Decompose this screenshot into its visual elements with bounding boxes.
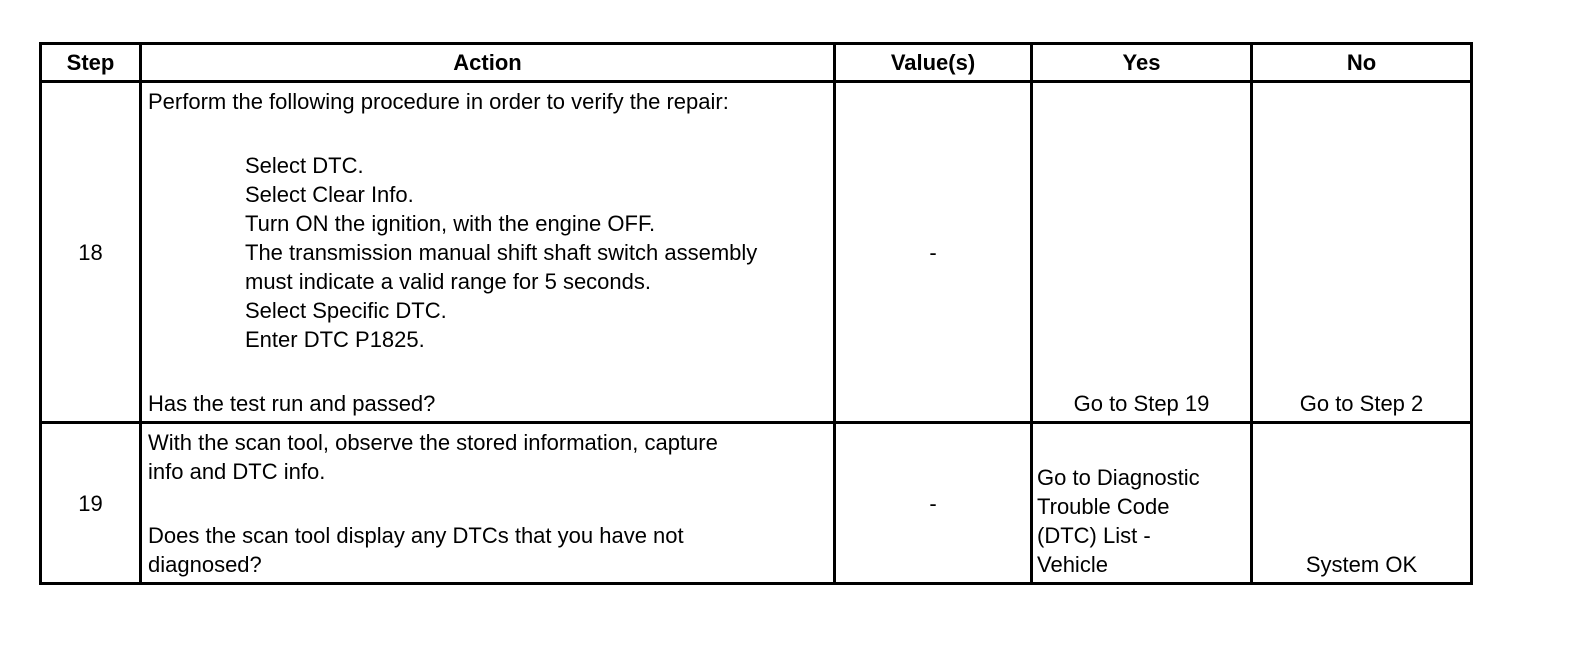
- procedure-list: [245, 151, 827, 354]
- yes-outcome-line: Go to Diagnostic: [1037, 465, 1200, 490]
- procedure-step: Turn ON the ignition, with the engine OFF.: [245, 211, 656, 236]
- header-action: Action: [141, 44, 835, 82]
- step-number: 18: [41, 82, 141, 423]
- action-intro-line: info and DTC info.: [148, 459, 326, 484]
- header-step: Step: [41, 44, 141, 82]
- yes-outcome-line: Trouble Code: [1037, 494, 1170, 519]
- action-intro: Perform the following procedure in order to verify the repair:: [148, 89, 729, 114]
- yes-outcome-line: Vehicle: [1037, 552, 1108, 577]
- action-cell: [141, 82, 835, 423]
- value-cell: -: [835, 423, 1032, 584]
- yes-outcome: Go to Step 19: [1032, 82, 1252, 423]
- header-yes: Yes: [1032, 44, 1252, 82]
- diagnostic-table: [39, 42, 1473, 585]
- header-row: [41, 44, 1472, 82]
- header-no: No: [1252, 44, 1472, 82]
- table-row-step-19: [41, 423, 1472, 584]
- value-cell: -: [835, 82, 1032, 423]
- procedure-step: Enter DTC P1825.: [245, 327, 425, 352]
- no-outcome: Go to Step 2: [1252, 82, 1472, 423]
- action-question: Has the test run and passed?: [148, 391, 436, 416]
- procedure-step: Select DTC.: [245, 153, 364, 178]
- action-question-line: Does the scan tool display any DTCs that you have not: [148, 523, 684, 548]
- no-outcome: System OK: [1252, 423, 1472, 584]
- header-values: Value(s): [835, 44, 1032, 82]
- table-row-step-18: [41, 82, 1472, 423]
- procedure-step: Select Specific DTC.: [245, 298, 447, 323]
- yes-outcome-line: (DTC) List -: [1037, 523, 1151, 548]
- procedure-step: The transmission manual shift shaft switch assembly: [245, 240, 758, 265]
- procedure-step: must indicate a valid range for 5 seconds.: [245, 269, 652, 294]
- step-number: 19: [41, 423, 141, 584]
- action-question-line: diagnosed?: [148, 552, 262, 577]
- action-cell: [141, 423, 835, 584]
- action-intro-line: With the scan tool, observe the stored information, capture: [148, 430, 718, 455]
- yes-outcome: [1032, 423, 1252, 584]
- procedure-step: Select Clear Info.: [245, 182, 414, 207]
